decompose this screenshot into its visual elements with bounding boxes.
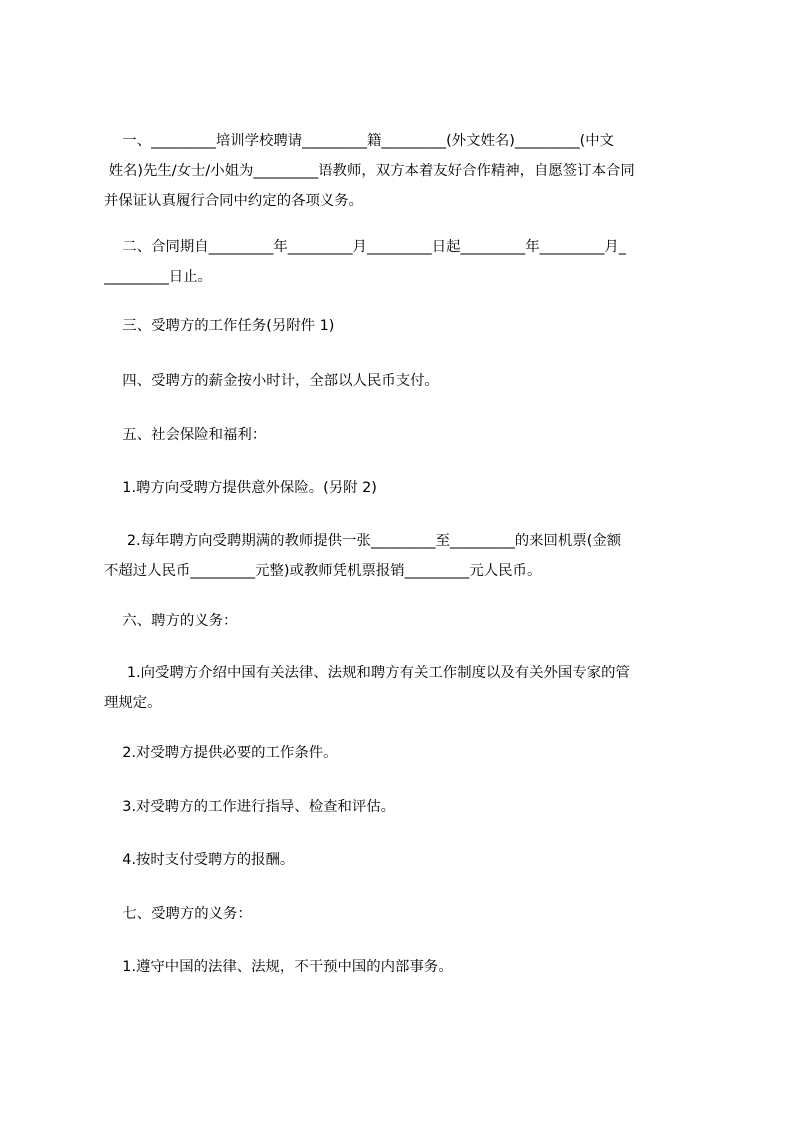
clause-3-tasks [104,311,704,341]
clause-2-term [104,232,704,292]
clause-5-insurance-heading [104,420,704,450]
text-line: 1.聘方向受聘方提供意外保险。(另附 2) [104,480,377,496]
text-line: 二、合同期自_________年_________月_________日起_________年_________月_ [104,239,626,255]
clause-6-item-3 [104,792,704,822]
text-line: 理规定。 [104,695,162,711]
clause-5-item-2 [104,526,704,586]
clause-6-item-1 [104,658,704,718]
text-line: 1.向受聘方介绍中国有关法律、法规和聘方有关工作制度以及有关外国专家的管 [104,665,630,681]
text-line: 四、受聘方的薪金按小时计，全部以人民币支付。 [104,373,439,389]
clause-4-salary [104,366,704,396]
clause-7-item-1 [104,952,704,982]
text-line: 六、聘方的义务： [104,613,238,629]
text-line: 三、受聘方的工作任务(另附件 1) [104,318,335,334]
text-line: 七、受聘方的义务： [104,906,252,922]
text-line: 3.对受聘方的工作进行指导、检查和评估。 [104,799,396,815]
text-line: 4.按时支付受聘方的报酬。 [104,852,295,868]
clause-6-item-4 [104,845,704,875]
clause-5-item-1 [104,473,704,503]
clause-6-heading [104,606,704,636]
text-line: 1.遵守中国的法律、法规，不干预中国的内部事务。 [104,959,453,975]
clause-7-heading [104,899,704,929]
clause-6-item-2 [104,738,704,768]
text-line: _________日止。 [104,269,212,285]
text-line: 一、_________培训学校聘请_________籍_________(外文姓名)_________(中文 [104,133,615,149]
text-line: 不超过人民币_________元整)或教师凭机票报销_________元人民币。 [104,563,542,579]
text-line: 五、社会保险和福利： [104,427,267,443]
text-line: 姓名)先生/女士/小姐为_________语教师，双方本着友好合作精神，自愿签订本合同 [104,163,635,179]
text-line: 2.每年聘方向受聘期满的教师提供一张_________至_________的来回机票(金额 [104,533,622,549]
text-line: 并保证认真履行合同中约定的各项义务。 [104,193,364,209]
text-line: 2.对受聘方提供必要的工作条件。 [104,745,338,761]
clause-1-parties [104,126,704,216]
